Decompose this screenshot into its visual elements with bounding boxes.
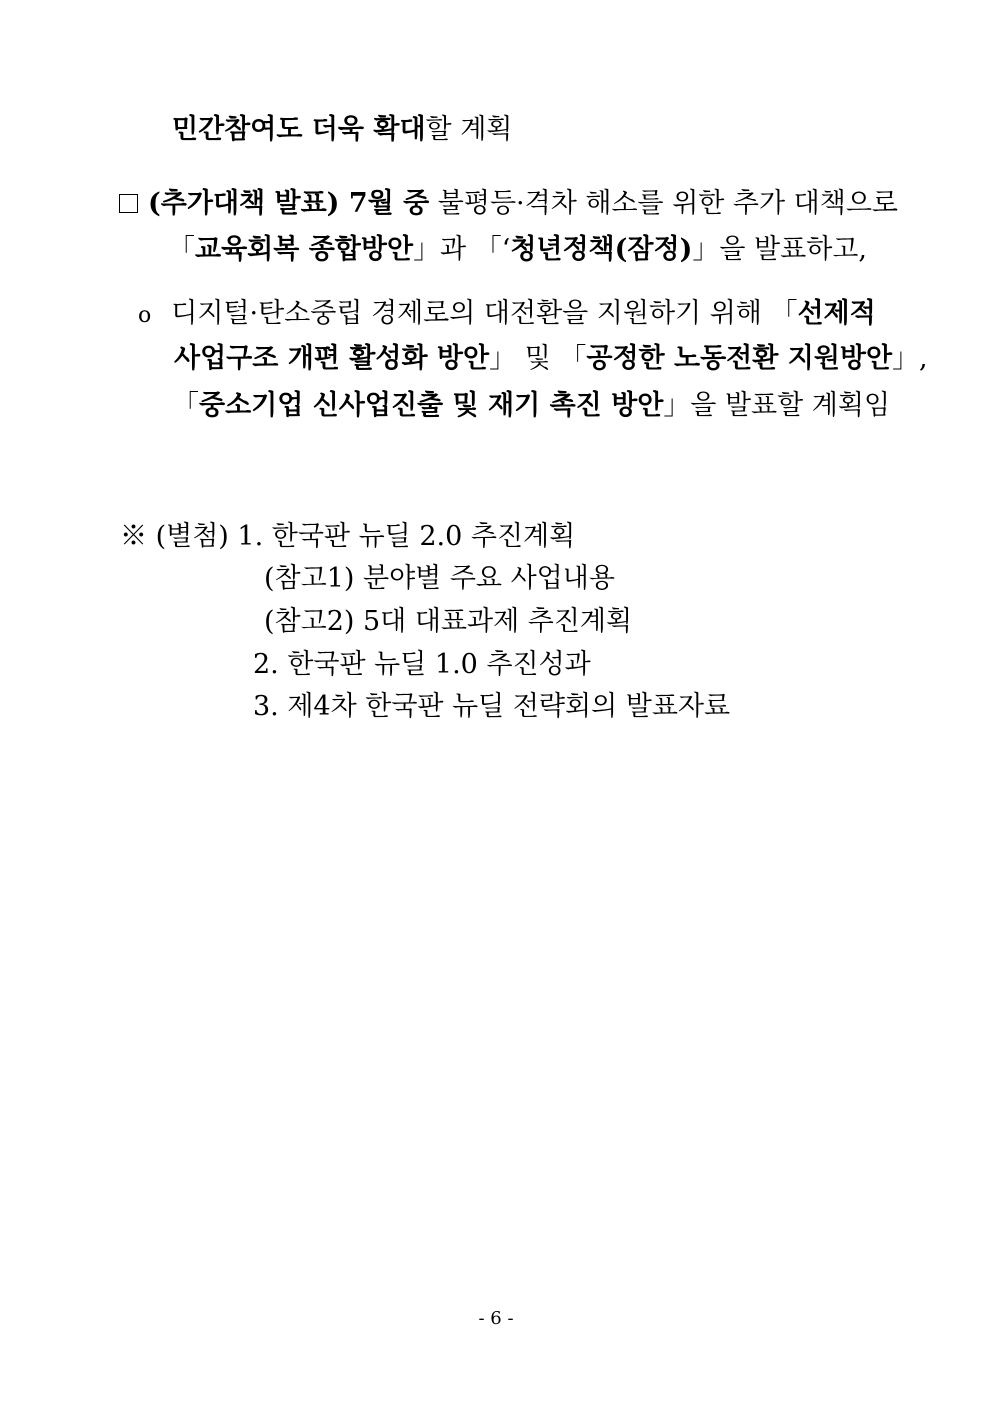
square-bullet-icon [119,194,138,213]
policy-2: 공정한 노동전환 지원방안 [586,343,893,374]
policy-3: 중소기업 신사업진출 및 재기 촉진 방안 [199,390,664,421]
policy-3-close: 」을 발표할 계획임 [663,390,891,421]
policy-education-recovery: 교육회복 종합방안 [195,234,414,265]
paragraph-1-bold: 민간참여도 더욱 확대 [172,114,426,145]
attachments-line-1 [120,520,575,554]
paragraph-2-line-1 [119,187,898,221]
paragraph-3-line-3 [172,389,890,423]
paragraph-3-mid: 」 및 「 [489,343,587,374]
policy-1-part-a: 선제적 [797,298,876,329]
policy-2-close: 」, [892,343,928,374]
quote-close-and-open: 」과 「‘ [413,234,511,265]
paragraph-3-line-2 [174,342,928,376]
page-number: - 6 - [478,1308,514,1329]
attachment-item-3: 3. 제4차 한국판 뉴딜 전략회의 발표자료 [253,691,731,722]
quote-close-text: 」을 발표하고, [692,234,867,265]
attachment-item-ref-2: (참고2) 5대 대표과제 추진계획 [264,606,633,637]
paragraph-3-line-1 [138,297,876,333]
paragraph-3-intro: 디지털·탄소중립 경제로의 대전환을 지원하기 위해 「 [171,298,798,329]
quote-open: 「 [168,234,195,265]
attachment-item-ref-1: (참고1) 분야별 주요 사업내용 [264,563,615,594]
paragraph-2-label: (추가대책 발표) 7월 중 [148,188,430,219]
paragraph-1-normal: 할 계획 [425,114,513,145]
policy-3-open: 「 [172,390,199,421]
policy-1-part-b: 사업구조 개편 활성화 방안 [174,343,490,374]
circle-bullet-icon: ο [138,303,152,328]
paragraph-2-text: 불평등·격차 해소를 위한 추가 대책으로 [429,188,899,219]
attachments-prefix: ※ (별첨) [120,521,229,552]
policy-youth: 청년정책(잠정) [510,234,693,265]
paragraph-1 [172,113,512,147]
paragraph-2-line-2 [168,233,867,267]
attachment-item-1: 1. 한국판 뉴딜 2.0 추진계획 [237,521,576,552]
attachment-item-2: 2. 한국판 뉴딜 1.0 추진성과 [253,649,591,680]
